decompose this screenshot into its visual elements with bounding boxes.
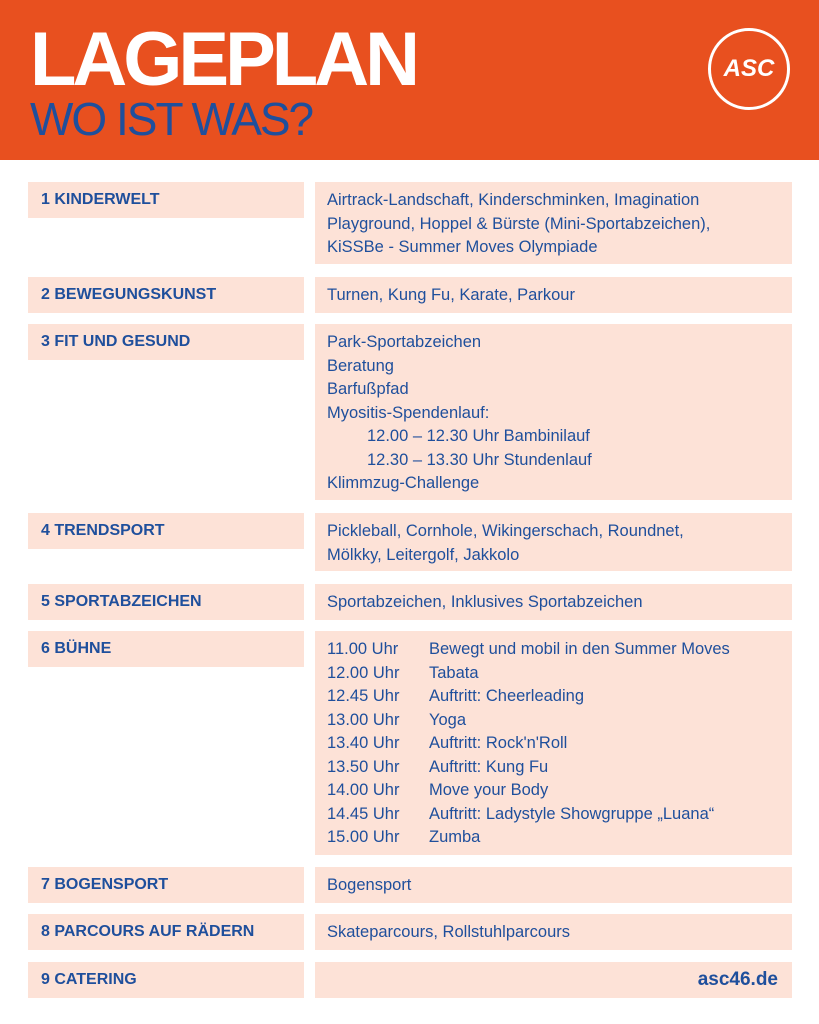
- content-line: Myositis-Spendenlauf:: [327, 403, 490, 422]
- content-line: Airtrack-Landschaft, Kinderschminken, Imagination: [327, 191, 700, 209]
- schedule-time: 14.00 Uhr: [327, 781, 400, 799]
- row-content: [315, 277, 792, 313]
- schedule-time: 13.00 Uhr: [327, 710, 400, 729]
- schedule-time: 13.50 Uhr: [327, 757, 400, 776]
- content-line: Playground, Hoppel & Bürste (Mini-Sportabzeichen),: [327, 214, 711, 233]
- schedule-time: 12.00 Uhr: [327, 663, 400, 682]
- content-line: Skateparcours, Rollstuhlparcours: [327, 923, 571, 941]
- page-subtitle: WO IST WAS?: [30, 93, 313, 145]
- row-content: [315, 867, 792, 903]
- content-line: 12.30 – 13.30 Uhr Stundenlauf: [367, 450, 592, 469]
- header-banner: [0, 0, 819, 160]
- row-label: 6 BÜHNE: [28, 631, 304, 667]
- content-line: Beratung: [327, 356, 394, 375]
- schedule-event: Auftritt: Kung Fu: [429, 757, 549, 776]
- row-content: [315, 513, 792, 571]
- page-title: LAGEPLAN: [30, 17, 416, 102]
- content-line: Bogensport: [327, 876, 412, 894]
- schedule-time: 13.40 Uhr: [327, 734, 400, 752]
- schedule-entry: [327, 779, 782, 803]
- schedule-event: Auftritt: Rock'n'Roll: [429, 734, 568, 752]
- row-label: 2 BEWEGUNGSKUNST: [28, 277, 304, 313]
- schedule-entry: [327, 662, 782, 686]
- content-line: KiSSBe - Summer Moves Olympiade: [327, 238, 598, 256]
- row-label: 5 SPORTABZEICHEN: [28, 584, 304, 620]
- schedule-entry: [327, 826, 782, 850]
- schedule-time: 14.45 Uhr: [327, 804, 400, 823]
- schedule-time: 11.00 Uhr: [327, 640, 399, 658]
- row-label: 7 BOGENSPORT: [28, 867, 304, 903]
- asc-logo: ASC: [708, 28, 790, 110]
- row-label: 4 TRENDSPORT: [28, 513, 304, 549]
- content-line: Mölkky, Leitergolf, Jakkolo: [327, 545, 520, 564]
- content-line: 12.00 – 12.30 Uhr Bambinilauf: [367, 427, 590, 445]
- schedule-entry: [327, 732, 782, 756]
- schedule-entry: [327, 709, 782, 733]
- schedule-event: Move your Body: [429, 781, 549, 799]
- row-label: 9 CATERING: [28, 962, 304, 998]
- schedule-entry: [327, 638, 782, 662]
- content-line: Park-Sportabzeichen: [327, 333, 482, 351]
- schedule-event: Zumba: [429, 828, 481, 846]
- row-content: [315, 324, 792, 500]
- schedule-entry: [327, 756, 782, 780]
- schedule-entry: [327, 685, 782, 709]
- content-line: Klimmzug-Challenge: [327, 474, 480, 492]
- row-label: 3 FIT UND GESUND: [28, 324, 304, 360]
- row-content: [315, 182, 792, 264]
- website-link[interactable]: asc46.de: [697, 969, 778, 990]
- content-line: Barfußpfad: [327, 380, 409, 398]
- row-label: 1 KINDERWELT: [28, 182, 304, 218]
- schedule-entry: [327, 803, 782, 827]
- schedule-event: Tabata: [429, 663, 479, 682]
- schedule-time: 12.45 Uhr: [327, 687, 400, 705]
- schedule-event: Auftritt: Cheerleading: [429, 687, 585, 705]
- row-content: [315, 962, 792, 998]
- row-label: 8 PARCOURS AUF RÄDERN: [28, 914, 304, 950]
- row-content: [315, 584, 792, 620]
- row-content: [315, 914, 792, 950]
- schedule-event: Bewegt und mobil in den Summer Moves: [429, 640, 730, 658]
- content-line: Pickleball, Cornhole, Wikingerschach, Roundnet,: [327, 522, 684, 540]
- schedule-event: Auftritt: Ladystyle Showgruppe „Luana“: [429, 804, 715, 823]
- content-line: Sportabzeichen, Inklusives Sportabzeichen: [327, 593, 643, 611]
- content-line: Turnen, Kung Fu, Karate, Parkour: [327, 286, 575, 304]
- row-content: [315, 631, 792, 855]
- schedule-time: 15.00 Uhr: [327, 828, 400, 846]
- schedule-event: Yoga: [429, 710, 467, 729]
